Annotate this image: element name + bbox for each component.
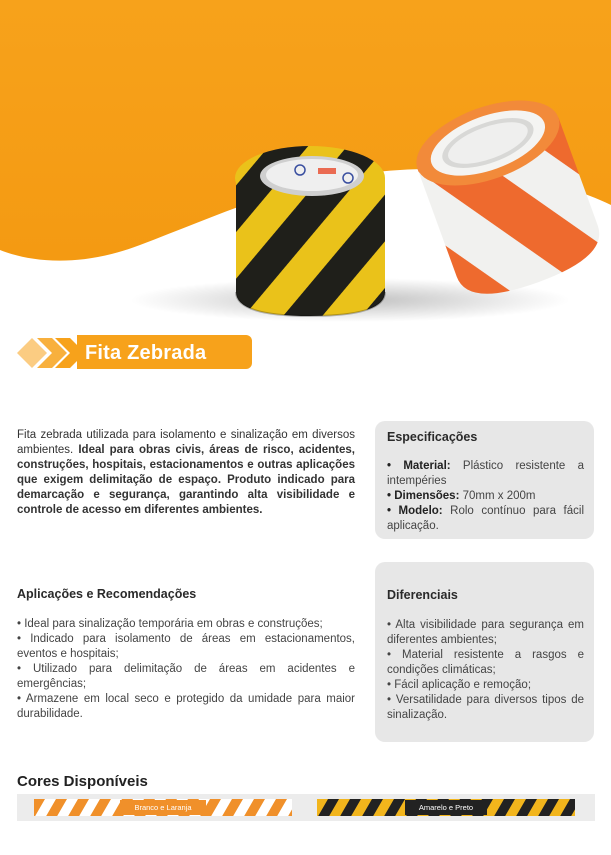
- page-title: Fita Zebrada: [85, 342, 207, 364]
- spec-item: • Dimensões: 70mm x 200m: [387, 490, 536, 502]
- list-item: • Material resistente a rasgos e condições climáticas;: [387, 649, 584, 676]
- differentials-title: Diferenciais: [387, 588, 458, 602]
- specifications-list: [387, 459, 584, 534]
- color-option-white-orange: [34, 799, 292, 816]
- specifications-title: Especificações: [387, 430, 478, 444]
- applications-list: [17, 617, 355, 722]
- color-label: Branco e Laranja: [120, 800, 205, 815]
- color-label: Amarelo e Preto: [405, 800, 487, 815]
- yellow-black-roll-image: [235, 146, 385, 316]
- list-item: • Utilizado para delimitação de áreas em acidentes e emergências;: [17, 663, 355, 690]
- spec-item: • Material: Plástico resistente a intempéries: [387, 460, 584, 487]
- colors-title: Cores Disponíveis: [17, 773, 148, 790]
- product-description: [17, 428, 355, 518]
- description-detail: Ideal para obras civis, áreas de risco, acidentes, construções, hospitais, estacionamentos e outras aplicações que exigem delimitação de espaço. Produto indicado para demarcação e segurança, garantindo alta visibilidade e controle de acesso em diferentes ambientes.: [17, 444, 355, 516]
- list-item: • Versatilidade para diversos tipos de sinalização.: [387, 694, 584, 721]
- color-option-yellow-black: [317, 799, 575, 816]
- differentials-list: [387, 618, 584, 723]
- list-item: • Indicado para isolamento de áreas em estacionamentos, eventos e hospitais;: [17, 633, 355, 660]
- list-item: • Armazene em local seco e protegido da umidade para maior durabilidade.: [17, 693, 355, 720]
- specifications-card: [375, 421, 594, 539]
- list-item: • Alta visibilidade para segurança em diferentes ambientes;: [387, 619, 584, 646]
- list-item: • Ideal para sinalização temporária em obras e construções;: [17, 618, 323, 630]
- description-lead: Fita zebrada utilizada para isolamento e sinalização em diversos ambientes.: [17, 429, 355, 456]
- applications-title: Aplicações e Recomendações: [17, 587, 197, 601]
- spec-item: • Modelo: Rolo contínuo para fácil aplicação.: [387, 505, 584, 532]
- list-item: • Fácil aplicação e remoção;: [387, 679, 532, 691]
- differentials-card: [375, 562, 594, 742]
- hero-banner: [0, 0, 611, 330]
